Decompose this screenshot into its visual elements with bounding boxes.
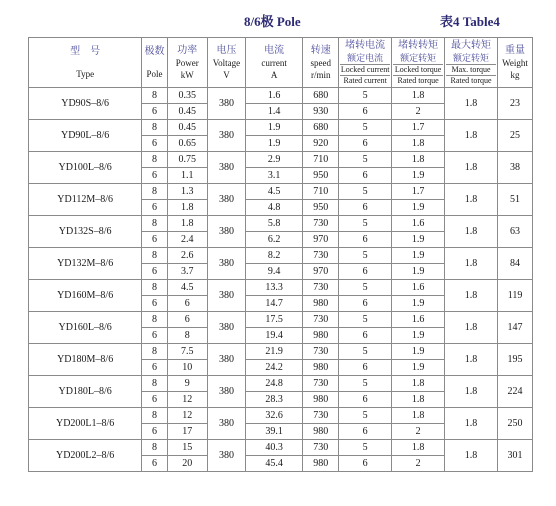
cell-voltage: 380 — [207, 440, 245, 472]
cell-pole: 6 — [142, 456, 167, 472]
cell-locked-torque: 1.9 — [392, 344, 445, 360]
cell-speed: 730 — [303, 280, 339, 296]
cell-weight: 23 — [498, 88, 533, 120]
cell-speed: 930 — [303, 104, 339, 120]
cell-max-torque: 1.8 — [445, 184, 498, 216]
cell-current: 9.4 — [246, 264, 303, 280]
cell-pole: 8 — [142, 280, 167, 296]
table-row — [29, 344, 533, 360]
header-pole-en: Pole — [146, 68, 163, 79]
cell-current: 2.9 — [246, 152, 303, 168]
cell-power: 20 — [167, 456, 207, 472]
header-speed-en: speed — [310, 57, 331, 68]
cell-locked-torque: 1.6 — [392, 216, 445, 232]
cell-type: YD112M–8/6 — [29, 184, 142, 216]
cell-power: 2.4 — [167, 232, 207, 248]
cell-speed: 730 — [303, 376, 339, 392]
header-locked-torque — [392, 38, 445, 88]
cell-type: YD200L1–8/6 — [29, 408, 142, 440]
cell-pole: 8 — [142, 376, 167, 392]
cell-locked-torque: 1.9 — [392, 328, 445, 344]
table-row — [29, 440, 533, 456]
cell-speed: 680 — [303, 120, 339, 136]
cell-voltage: 380 — [207, 88, 245, 120]
cell-max-torque: 1.8 — [445, 152, 498, 184]
cell-locked-torque: 1.7 — [392, 184, 445, 200]
cell-max-torque: 1.8 — [445, 440, 498, 472]
cell-current: 39.1 — [246, 424, 303, 440]
cell-locked-current: 5 — [339, 184, 392, 200]
cell-current: 24.2 — [246, 360, 303, 376]
cell-power: 3.7 — [167, 264, 207, 280]
table-row — [29, 120, 533, 136]
header-max-torque-en2: Rated torque — [450, 75, 492, 85]
cell-locked-current: 5 — [339, 152, 392, 168]
cell-current: 21.9 — [246, 344, 303, 360]
cell-pole: 6 — [142, 200, 167, 216]
cell-speed: 980 — [303, 424, 339, 440]
cell-locked-torque: 1.8 — [392, 392, 445, 408]
cell-locked-torque: 1.9 — [392, 168, 445, 184]
cell-current: 24.8 — [246, 376, 303, 392]
cell-type: YD200L2–8/6 — [29, 440, 142, 472]
header-locked-torque-cn2: 额定转矩 — [393, 52, 443, 65]
cell-max-torque: 1.8 — [445, 408, 498, 440]
cell-power: 10 — [167, 360, 207, 376]
cell-pole: 6 — [142, 168, 167, 184]
cell-type: YD180L–8/6 — [29, 376, 142, 408]
table-title-bar — [0, 6, 556, 28]
cell-current: 17.5 — [246, 312, 303, 328]
table-row — [29, 312, 533, 328]
cell-power: 1.8 — [167, 216, 207, 232]
cell-type: YD90S–8/6 — [29, 88, 142, 120]
cell-locked-current: 5 — [339, 248, 392, 264]
cell-voltage: 380 — [207, 344, 245, 376]
cell-locked-current: 6 — [339, 104, 392, 120]
cell-locked-current: 6 — [339, 296, 392, 312]
header-speed-unit: r/min — [310, 69, 331, 80]
cell-max-torque: 1.8 — [445, 88, 498, 120]
header-max-torque-cn1: 最大转矩 — [451, 39, 492, 51]
cell-power: 12 — [167, 408, 207, 424]
cell-pole: 8 — [142, 344, 167, 360]
cell-speed: 730 — [303, 408, 339, 424]
cell-weight: 38 — [498, 152, 533, 184]
header-voltage — [207, 38, 245, 88]
cell-voltage: 380 — [207, 376, 245, 408]
cell-locked-current: 6 — [339, 360, 392, 376]
motor-spec-table — [28, 37, 533, 472]
cell-power: 15 — [167, 440, 207, 456]
cell-speed: 970 — [303, 232, 339, 248]
cell-voltage: 380 — [207, 120, 245, 152]
header-type-cn: 型 号 — [70, 45, 101, 57]
cell-voltage: 380 — [207, 216, 245, 248]
cell-locked-torque: 1.8 — [392, 88, 445, 104]
header-speed-cn: 转速 — [310, 44, 331, 56]
cell-speed: 730 — [303, 216, 339, 232]
header-speed — [303, 38, 339, 88]
table-body — [29, 88, 533, 472]
header-weight-en: Weight — [502, 57, 528, 68]
cell-speed: 680 — [303, 88, 339, 104]
cell-weight: 250 — [498, 408, 533, 440]
cell-pole: 6 — [142, 104, 167, 120]
header-weight-cn: 重量 — [505, 44, 525, 56]
cell-max-torque: 1.8 — [445, 376, 498, 408]
header-current-en: current — [261, 57, 287, 68]
cell-power: 0.35 — [167, 88, 207, 104]
cell-voltage: 380 — [207, 152, 245, 184]
header-power-unit: kW — [180, 69, 194, 80]
cell-type: YD132M–8/6 — [29, 248, 142, 280]
cell-current: 5.8 — [246, 216, 303, 232]
cell-current: 1.4 — [246, 104, 303, 120]
cell-max-torque: 1.8 — [445, 216, 498, 248]
cell-pole: 6 — [142, 232, 167, 248]
cell-locked-current: 6 — [339, 328, 392, 344]
cell-current: 4.5 — [246, 184, 303, 200]
cell-pole: 6 — [142, 264, 167, 280]
cell-type: YD90L–8/6 — [29, 120, 142, 152]
header-pole — [142, 38, 167, 88]
table-row — [29, 280, 533, 296]
cell-current: 6.2 — [246, 232, 303, 248]
cell-power: 0.45 — [167, 104, 207, 120]
cell-power: 1.8 — [167, 200, 207, 216]
cell-locked-torque: 1.8 — [392, 408, 445, 424]
cell-weight: 301 — [498, 440, 533, 472]
cell-locked-torque: 2 — [392, 104, 445, 120]
cell-locked-current: 6 — [339, 232, 392, 248]
cell-current: 45.4 — [246, 456, 303, 472]
header-weight — [498, 38, 533, 88]
cell-voltage: 380 — [207, 408, 245, 440]
table-title: 8/6极 Pole — [244, 14, 301, 29]
cell-max-torque: 1.8 — [445, 312, 498, 344]
header-type-en: Type — [76, 68, 95, 79]
cell-max-torque: 1.8 — [445, 344, 498, 376]
cell-weight: 25 — [498, 120, 533, 152]
cell-speed: 730 — [303, 344, 339, 360]
header-max-torque-en1: Max. torque — [446, 65, 496, 76]
cell-power: 8 — [167, 328, 207, 344]
cell-locked-torque: 1.8 — [392, 376, 445, 392]
cell-current: 4.8 — [246, 200, 303, 216]
cell-locked-current: 6 — [339, 136, 392, 152]
cell-weight: 147 — [498, 312, 533, 344]
cell-speed: 920 — [303, 136, 339, 152]
cell-voltage: 380 — [207, 184, 245, 216]
cell-speed: 730 — [303, 440, 339, 456]
cell-pole: 6 — [142, 136, 167, 152]
cell-pole: 6 — [142, 360, 167, 376]
cell-current: 13.3 — [246, 280, 303, 296]
cell-locked-current: 5 — [339, 376, 392, 392]
table-row — [29, 248, 533, 264]
cell-weight: 84 — [498, 248, 533, 280]
header-current-cn: 电流 — [264, 44, 285, 56]
header-current — [246, 38, 303, 88]
header-locked-current-en2: Rated current — [343, 75, 387, 85]
cell-speed: 980 — [303, 456, 339, 472]
cell-locked-torque: 1.9 — [392, 248, 445, 264]
cell-pole: 8 — [142, 312, 167, 328]
cell-power: 0.65 — [167, 136, 207, 152]
table-row — [29, 408, 533, 424]
cell-weight: 51 — [498, 184, 533, 216]
cell-weight: 63 — [498, 216, 533, 248]
cell-current: 1.6 — [246, 88, 303, 104]
cell-current: 19.4 — [246, 328, 303, 344]
cell-max-torque: 1.8 — [445, 120, 498, 152]
header-type — [29, 38, 142, 88]
cell-voltage: 380 — [207, 280, 245, 312]
cell-pole: 8 — [142, 152, 167, 168]
header-locked-torque-en1: Locked torque — [394, 64, 442, 74]
cell-power: 6 — [167, 296, 207, 312]
cell-weight: 224 — [498, 376, 533, 408]
cell-pole: 6 — [142, 328, 167, 344]
cell-speed: 980 — [303, 296, 339, 312]
cell-locked-torque: 1.8 — [392, 440, 445, 456]
cell-pole: 8 — [142, 248, 167, 264]
cell-pole: 8 — [142, 408, 167, 424]
table-row — [29, 216, 533, 232]
cell-weight: 195 — [498, 344, 533, 376]
cell-type: YD100L–8/6 — [29, 152, 142, 184]
cell-current: 14.7 — [246, 296, 303, 312]
header-voltage-cn: 电压 — [216, 44, 237, 56]
cell-type: YD132S–8/6 — [29, 216, 142, 248]
cell-current: 32.6 — [246, 408, 303, 424]
cell-max-torque: 1.8 — [445, 280, 498, 312]
cell-locked-current: 6 — [339, 264, 392, 280]
header-current-unit: A — [270, 69, 278, 80]
cell-power: 17 — [167, 424, 207, 440]
cell-speed: 710 — [303, 184, 339, 200]
cell-locked-current: 6 — [339, 168, 392, 184]
cell-speed: 950 — [303, 168, 339, 184]
header-pole-cn: 极数 — [144, 45, 165, 57]
cell-pole: 8 — [142, 120, 167, 136]
cell-locked-torque: 1.7 — [392, 120, 445, 136]
cell-current: 1.9 — [246, 120, 303, 136]
cell-locked-torque: 2 — [392, 456, 445, 472]
cell-locked-torque: 1.9 — [392, 296, 445, 312]
cell-power: 1.1 — [167, 168, 207, 184]
cell-current: 28.3 — [246, 392, 303, 408]
cell-locked-torque: 1.8 — [392, 152, 445, 168]
header-voltage-unit: V — [223, 69, 230, 80]
table-row — [29, 88, 533, 104]
cell-pole: 6 — [142, 392, 167, 408]
cell-power: 12 — [167, 392, 207, 408]
header-power-en: Power — [175, 57, 199, 68]
cell-pole: 6 — [142, 296, 167, 312]
header-weight-unit: kg — [510, 69, 520, 80]
cell-locked-torque: 2 — [392, 424, 445, 440]
cell-voltage: 380 — [207, 312, 245, 344]
header-max-torque-cn2: 额定转矩 — [446, 52, 496, 65]
cell-pole: 8 — [142, 88, 167, 104]
cell-locked-torque: 1.6 — [392, 280, 445, 296]
cell-power: 0.75 — [167, 152, 207, 168]
cell-locked-torque: 1.9 — [392, 360, 445, 376]
header-row — [29, 38, 533, 88]
cell-locked-current: 5 — [339, 312, 392, 328]
cell-current: 1.9 — [246, 136, 303, 152]
cell-power: 1.3 — [167, 184, 207, 200]
cell-locked-torque: 1.6 — [392, 312, 445, 328]
cell-locked-current: 5 — [339, 280, 392, 296]
cell-type: YD160M–8/6 — [29, 280, 142, 312]
cell-locked-torque: 1.9 — [392, 264, 445, 280]
cell-pole: 8 — [142, 440, 167, 456]
header-locked-torque-cn1: 堵转转矩 — [398, 39, 439, 51]
header-voltage-en: Voltage — [212, 57, 241, 68]
cell-locked-current: 6 — [339, 456, 392, 472]
cell-pole: 8 — [142, 184, 167, 200]
cell-locked-current: 5 — [339, 120, 392, 136]
cell-pole: 6 — [142, 424, 167, 440]
cell-locked-current: 6 — [339, 424, 392, 440]
header-locked-torque-en2: Rated torque — [397, 75, 439, 85]
cell-locked-current: 6 — [339, 392, 392, 408]
table-row — [29, 152, 533, 168]
cell-speed: 980 — [303, 328, 339, 344]
cell-power: 4.5 — [167, 280, 207, 296]
cell-weight: 119 — [498, 280, 533, 312]
cell-locked-torque: 1.9 — [392, 232, 445, 248]
cell-power: 7.5 — [167, 344, 207, 360]
cell-type: YD160L–8/6 — [29, 312, 142, 344]
header-locked-current-en1: Locked current — [340, 64, 390, 74]
header-max-torque — [445, 38, 498, 88]
table-row — [29, 184, 533, 200]
cell-pole: 8 — [142, 216, 167, 232]
cell-speed: 950 — [303, 200, 339, 216]
cell-locked-current: 5 — [339, 440, 392, 456]
table-row — [29, 376, 533, 392]
header-locked-current — [339, 38, 392, 88]
cell-power: 0.45 — [167, 120, 207, 136]
cell-locked-current: 5 — [339, 344, 392, 360]
cell-current: 40.3 — [246, 440, 303, 456]
table-number: 表4 Table4 — [440, 14, 500, 29]
cell-locked-current: 5 — [339, 408, 392, 424]
cell-max-torque: 1.8 — [445, 248, 498, 280]
cell-power: 2.6 — [167, 248, 207, 264]
cell-speed: 730 — [303, 248, 339, 264]
cell-current: 8.2 — [246, 248, 303, 264]
cell-current: 3.1 — [246, 168, 303, 184]
cell-locked-current: 5 — [339, 216, 392, 232]
cell-power: 6 — [167, 312, 207, 328]
cell-speed: 730 — [303, 312, 339, 328]
cell-locked-current: 5 — [339, 88, 392, 104]
header-power-cn: 功率 — [177, 44, 198, 56]
cell-speed: 710 — [303, 152, 339, 168]
cell-voltage: 380 — [207, 248, 245, 280]
cell-locked-current: 6 — [339, 200, 392, 216]
cell-speed: 970 — [303, 264, 339, 280]
header-power — [167, 38, 207, 88]
cell-locked-torque: 1.9 — [392, 200, 445, 216]
cell-speed: 980 — [303, 360, 339, 376]
cell-type: YD180M–8/6 — [29, 344, 142, 376]
header-locked-current-cn1: 堵转电流 — [345, 39, 386, 51]
cell-locked-torque: 1.8 — [392, 136, 445, 152]
cell-power: 9 — [167, 376, 207, 392]
header-locked-current-cn2: 额定电流 — [340, 52, 390, 65]
cell-speed: 980 — [303, 392, 339, 408]
